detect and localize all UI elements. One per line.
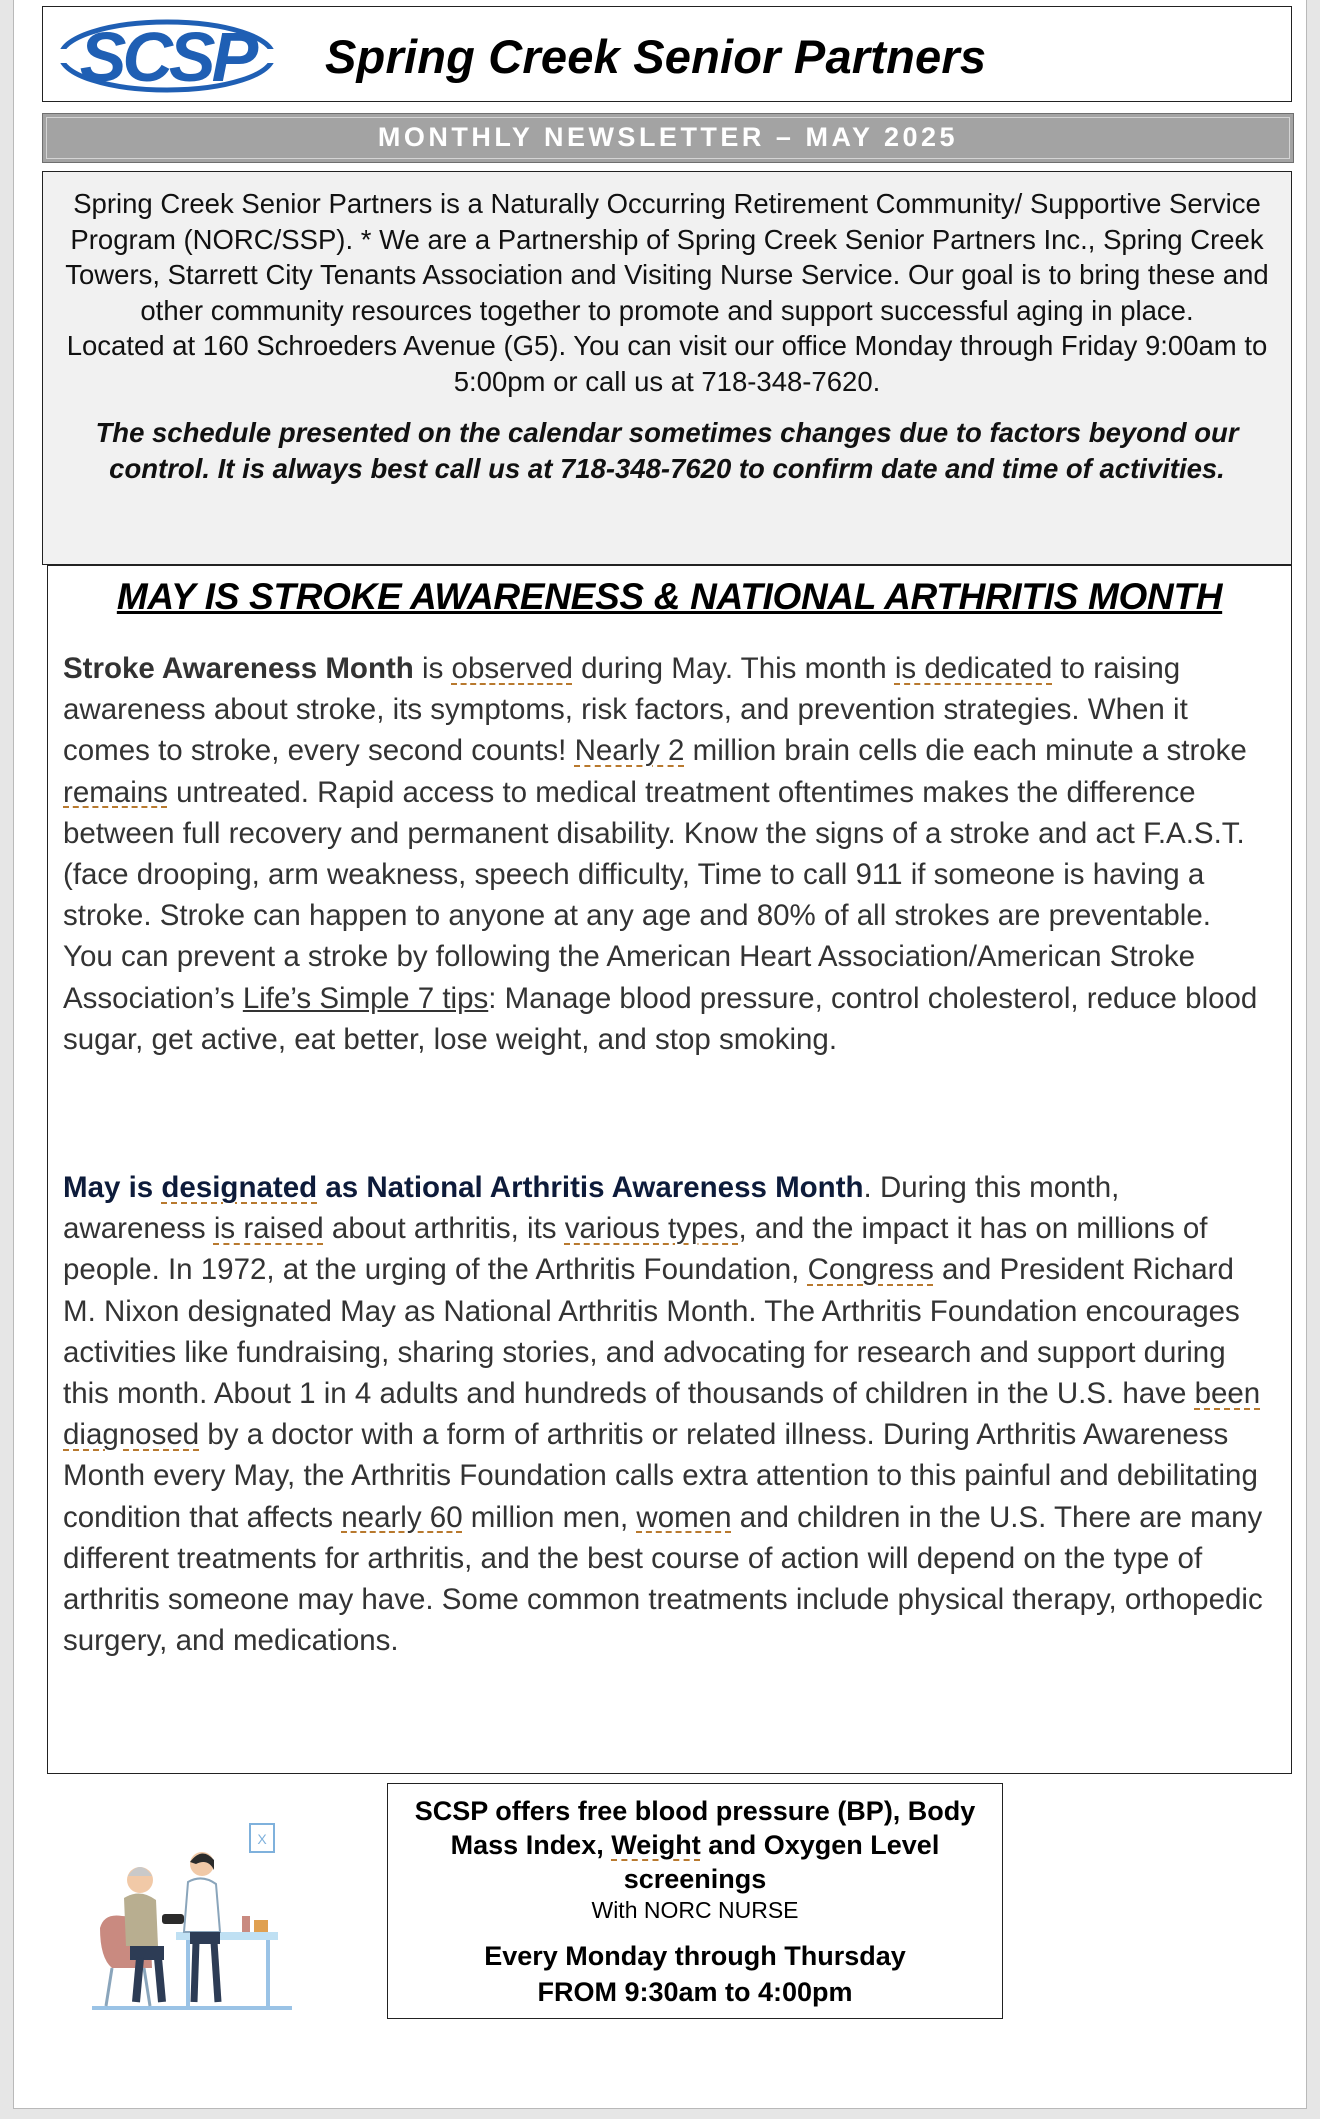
svg-text:X: X xyxy=(257,1831,267,1847)
intro-location: Located at 160 Schroeders Avenue (G5). You can visit our office Monday through Friday 9:00am to 5:00pm or call us at 718-348-7620. xyxy=(66,330,1268,397)
nurse-patient-illustration xyxy=(92,1818,312,2014)
newsletter-page xyxy=(13,0,1307,2109)
schedule-note: The schedule presented on the calendar sometimes changes due to factors beyond our control. It is always best call us at 718-348-7620 to confirm date and time of activities. xyxy=(95,417,1239,484)
arthritis-paragraph: May is designated as National Arthritis Awareness Month. During this month, awareness is raised about arthritis, its various types, and the impact it has on millions of people. In 1972, at the urging of the Arthritis Foundation, Congress and President Richard M. Nixon designated May as National Arthritis Month. The Arthritis Foundation encourages activities like fundraising, sharing stories, and advocating for research and support during this month. About 1 in 4 adults and hundreds of thousands of children in the U.S. have been diagnosed by a doctor with a form of arthritis or related illness. During Arthritis Awareness Month every May, the Arthritis Foundation calls extra attention to this painful and debilitating condition that affects nearly 60 million men, women and children in the U.S. There are many different treatments for arthritis, and the best course of action will depend on the type of arthritis someone may have. Some common treatments include physical therapy, orthopedic surgery, and medications. xyxy=(63,1171,1263,1658)
simple-7-tips-link[interactable]: Life’s Simple 7 tips xyxy=(242,981,489,1015)
scsp-logo xyxy=(57,13,277,99)
intro-box xyxy=(42,171,1292,565)
screening-hours: FROM 9:30am to 4:00pm xyxy=(537,1977,853,2007)
arthritis-lead: May is designated as National Arthritis Awareness Month xyxy=(63,1171,864,1204)
logo-text: SCSP xyxy=(79,18,255,96)
org-name: Spring Creek Senior Partners xyxy=(325,30,987,83)
screening-box xyxy=(387,1783,1003,2019)
screening-subtitle: With NORC NURSE xyxy=(591,1897,799,1923)
article-title: MAY IS STROKE AWARENESS & NATIONAL ARTHRITIS MONTH xyxy=(116,576,1223,617)
newsletter-banner xyxy=(42,113,1294,163)
stroke-paragraph: Stroke Awareness Month is observed during May. This month is dedicated to raising awareness about stroke, its symptoms, risk factors, and prevention strategies. When it comes to stroke, every second counts! Nearly 2 million brain cells die each minute a stroke remains untreated. Rapid access to medical treatment oftentimes makes the difference between full recovery and permanent disability. Know the signs of a stroke and act F.A.S.T. (face drooping, arm weakness, speech difficulty, Time to call 911 if someone is having a stroke. Stroke can happen to anyone at any age and 80% of all strokes are preventable. You can prevent a stroke by following the American Heart Association/American Stroke Association’s Life’s Simple 7 tips: Manage blood pressure, control cholesterol, reduce blood sugar, get active, eat better, lose weight, and stop smoking. xyxy=(63,652,1258,1056)
article-box xyxy=(47,565,1292,1774)
screening-days: Every Monday through Thursday xyxy=(484,1941,906,1971)
stroke-lead: Stroke Awareness Month xyxy=(63,652,414,685)
screening-headline: SCSP offers free blood pressure (BP), Body Mass Index, Weight and Oxygen Level screenings xyxy=(414,1796,976,1894)
header xyxy=(42,6,1292,102)
intro-description: Spring Creek Senior Partners is a Naturally Occurring Retirement Community/ Supportive Service Program (NORC/SSP). * We are a Partnership of Spring Creek Senior Partners Inc., Spring Creek Towers, Starrett City Tenants Association and Visiting Nurse Service. Our goal is to bring these and other community resources together to promote and support successful aging in place. xyxy=(65,188,1269,326)
banner-text: MONTHLY NEWSLETTER – MAY 2025 xyxy=(377,122,959,152)
